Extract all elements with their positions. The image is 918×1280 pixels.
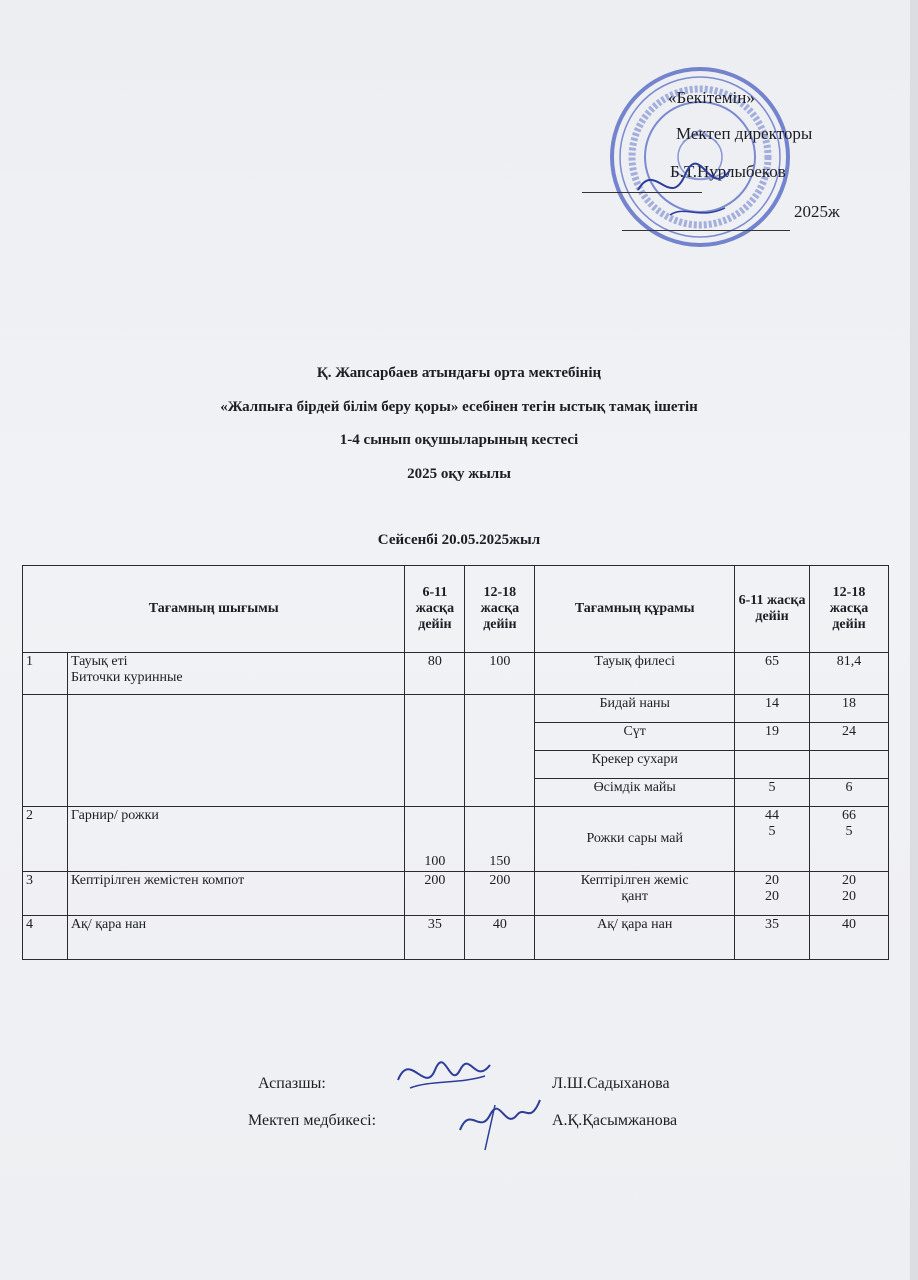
ingredient: Ақ/ қара нан bbox=[535, 916, 735, 960]
ingredient-12-18 bbox=[810, 751, 889, 779]
row-number bbox=[23, 695, 68, 807]
row-number: 1 bbox=[23, 653, 68, 695]
yield-6-11: 80 bbox=[405, 653, 465, 695]
heading-grades: 1-4 сынып оқушыларының кестесі bbox=[339, 432, 579, 448]
ingredient-6-11: 65 bbox=[735, 653, 810, 695]
row-number: 2 bbox=[23, 807, 68, 872]
header-age-12-18: 12-18 жасқа дейін bbox=[465, 566, 535, 653]
ingredient: Өсімдік майы bbox=[535, 779, 735, 807]
director-signature bbox=[630, 150, 740, 230]
date-line bbox=[622, 230, 790, 231]
ingredient-12-18: 18 bbox=[810, 695, 889, 723]
row-number: 4 bbox=[23, 916, 68, 960]
menu-table bbox=[22, 565, 889, 960]
ingredient-6-11: 20 20 bbox=[735, 872, 810, 916]
dish-name: Тауық еті Биточки куринные bbox=[67, 653, 404, 695]
table-row bbox=[23, 916, 889, 960]
yield-6-11: 200 bbox=[405, 872, 465, 916]
header-composition: Тағамның құрамы bbox=[535, 566, 735, 653]
ingredient-6-11: 5 bbox=[735, 779, 810, 807]
header-yield: Тағамның шығымы bbox=[23, 566, 405, 653]
cook-label: Аспазшы: bbox=[258, 1075, 326, 1092]
header-comp-age-12-18: 12-18 жасқа дейін bbox=[810, 566, 889, 653]
nurse-name: А.Қ.Қасымжанова bbox=[552, 1112, 678, 1129]
ingredient: Тауық филесі bbox=[535, 653, 735, 695]
dish-name bbox=[67, 695, 404, 807]
table-header-row bbox=[23, 566, 889, 653]
row-number: 3 bbox=[23, 872, 68, 916]
yield-6-11: 100 bbox=[405, 807, 465, 872]
header-comp-age-6-11: 6-11 жасқа дейін bbox=[735, 566, 810, 653]
ingredient-6-11: 14 bbox=[735, 695, 810, 723]
ingredient-6-11: 35 bbox=[735, 916, 810, 960]
ingredient: Крекер сухари bbox=[535, 751, 735, 779]
yield-12-18: 40 bbox=[465, 916, 535, 960]
heading-fund: «Жалпыға бірдей білім беру қоры» есебінен тегін ыстық тамақ ішетін bbox=[220, 399, 698, 415]
yield-12-18: 100 bbox=[465, 653, 535, 695]
ingredient-12-18: 40 bbox=[810, 916, 889, 960]
header-age-6-11: 6-11 жасқа дейін bbox=[405, 566, 465, 653]
ingredient: Бидай наны bbox=[535, 695, 735, 723]
dish-name: Ақ/ қара нан bbox=[67, 916, 404, 960]
yield-12-18 bbox=[465, 695, 535, 807]
yield-12-18: 150 bbox=[465, 807, 535, 872]
yield-12-18: 200 bbox=[465, 872, 535, 916]
ingredient-12-18: 20 20 bbox=[810, 872, 889, 916]
ingredient-6-11: 19 bbox=[735, 723, 810, 751]
heading-year: 2025 оқу жылы bbox=[407, 466, 511, 482]
nurse-signature bbox=[455, 1085, 545, 1155]
yield-6-11: 35 bbox=[405, 916, 465, 960]
cook-name: Л.Ш.Садыханова bbox=[552, 1075, 670, 1092]
yield-6-11 bbox=[405, 695, 465, 807]
ingredient-12-18: 24 bbox=[810, 723, 889, 751]
ingredient-6-11 bbox=[735, 751, 810, 779]
table-row bbox=[23, 653, 889, 695]
table-row bbox=[23, 872, 889, 916]
ingredient-12-18: 6 bbox=[810, 779, 889, 807]
ingredient-12-18: 66 5 bbox=[810, 807, 889, 872]
approval-title: «Бекітемін» bbox=[668, 88, 755, 107]
heading-date: Сейсенбі 20.05.2025жыл bbox=[377, 532, 541, 548]
heading-school: Қ. Жапсарбаев атындағы орта мектебінің bbox=[316, 365, 602, 381]
table-row bbox=[23, 807, 889, 872]
approval-position: Мектеп директоры bbox=[676, 124, 813, 143]
approval-director-name: Б.Т.Нурлыбеков bbox=[670, 162, 786, 181]
ingredient: Кептірілген жеміс қант bbox=[535, 872, 735, 916]
ingredient-6-11: 44 5 bbox=[735, 807, 810, 872]
ingredient-12-18: 81,4 bbox=[810, 653, 889, 695]
nurse-label: Мектеп медбикесі: bbox=[248, 1112, 377, 1129]
approval-year: 2025ж bbox=[794, 202, 840, 221]
dish-name: Гарнир/ рожки bbox=[67, 807, 404, 872]
ingredient: Сүт bbox=[535, 723, 735, 751]
ingredient: Рожки сары май bbox=[535, 807, 735, 872]
dish-name: Кептірілген жемістен компот bbox=[67, 872, 404, 916]
page-edge bbox=[910, 0, 918, 1280]
table-row bbox=[23, 695, 889, 723]
